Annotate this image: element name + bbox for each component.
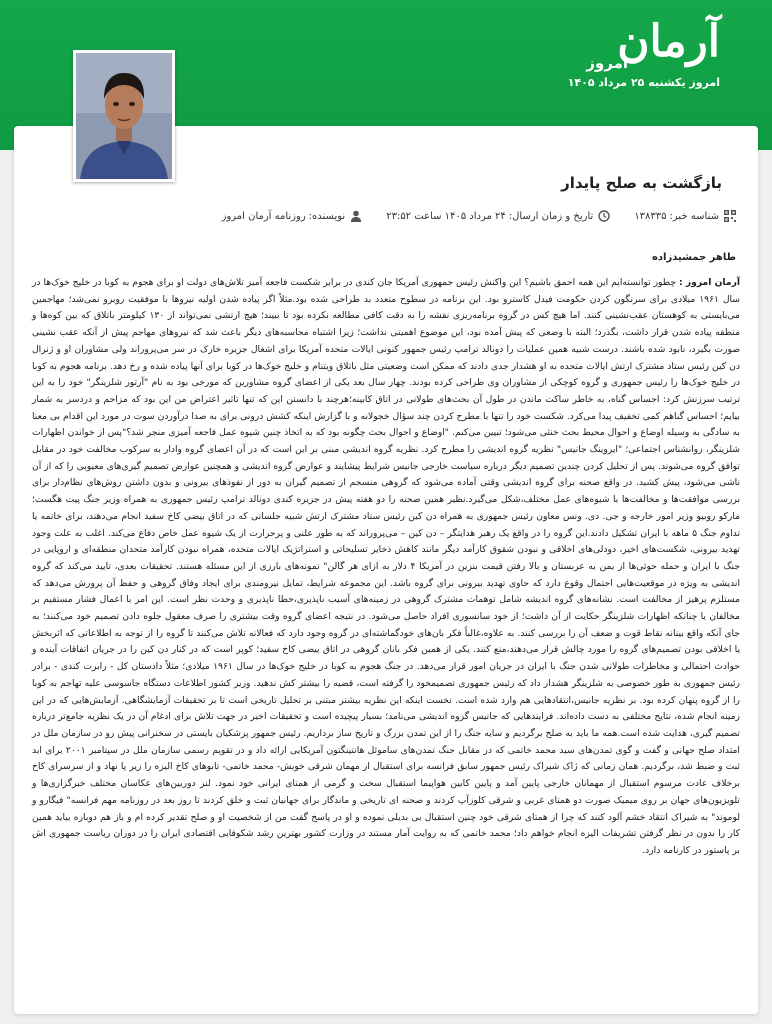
- author-portrait-image: [76, 53, 172, 179]
- news-id-value: ۱۳۸۳۳۵: [634, 210, 667, 222]
- masthead-date: امروز یکشنبه ۲۵ مرداد ۱۴۰۵: [567, 76, 720, 89]
- writer-label: نویسنده:: [308, 210, 346, 222]
- sent-time-value: ۲۴ مرداد ۱۴۰۵ ساعت ۲۳:۵۲: [386, 210, 506, 222]
- logo-sub-text: امروز: [586, 54, 628, 72]
- article-card: [14, 126, 758, 1014]
- article-meta: [176, 206, 736, 226]
- article-lead: آرمان امروز :: [678, 277, 741, 288]
- article-author: طاهر جمشیدزاده: [652, 252, 736, 263]
- article-title: بازگشت به صلح پایدار: [561, 174, 722, 192]
- article-body-text: چطور توانسته‌ایم این همه احمق باشیم؟ این واکنش رئیس جمهوری آمریکا جان کندی در برابر شکست فاجعه آمیز تلاش‌های دولت او برای هجوم به کوبا در خلیج خوک‌ها در سال ۱۹۶۱ میلادی برای سرنگون کردن حکومت فیدل کاسترو بود. این برنامه در سطوح متعدد بد طراحی شده بود.مثلاً اگر پیاده شدن اولیه نیروها با موفقیت روبرو نمی‌شد؛ مهاجمین می‌بایستی به کوهستان عقب‌نشینی کنند. اما هیچ کس در گروه برنامه‌ریزی نقشه را به دقت کافی مطالعه نکرده بود تا ببیند؛ هیچ ارتشی نمی‌تواند از ۱۳۰ کیلومتر باتلاق که بین کوه‌ها و منطقه پیاده شدن قرار داشت، بگذرد؛ البته با وضعی که پیش آمده بود، این موضوع اهمیتی نداشت؛ زیرا اشتباه محاسبه‌های دیگر باعث شد که نیروهای مهاجم پیش از آنکه عقب نشینی صورت بگیرد، نابود شده باشند. درست شبیه همین عملیات را دونالد ترامپ رئیس جمهور کنونی ایالات متحده آمریکا برای اشغال جزیره خارک در سر می‌پروراند ولی مشاوران او و ژنرال دن کین رئیس ستاد مشترک ارتش ایالات متحده به او هشدار جدی دادند که ممکن است وضعیتی مثل باتلاق ویتنام و خلیج خوک‌ها در کوبا برای آنها پیاده شده و رخ دهد. برنامه هجوم به کوبا در خلیج خوک‌ها را رئیس جمهوری و گروه کوچکی از مشاوران وی طراحی کرده بودند. چهار سال بعد یکی از اعضای گروه مشاورین که مورخی بود به نام "آرتور شلزینگر" خود را به این ترتیب سرزنش کرد: احساس گناه، به خاطر ساکت ماندن در طول آن بحث‌های طولانی در اتاق کابینه؛هرچند با دانستن این که تنها تاثیر اعتراض من این بود که مزاحم و دردسر به شمار بیایم؛ احساس گناهم کمی تخفیف پیدا می‌کرد. شکست خود را تنها با مطرح کردن چند سؤال خجولانه و با گزارش اینکه کشش درونی برای به صدا درآوردن سوت در مورد این اقدام بی معنا به سادگی به وسیله اوضاع و احوال محیط بحث خنثی می‌شود؛ تبیین می‌کنم. "اوضاع و احوال بحث چگونه بود که به اتخاذ چنین شیوه عمل فاجعه آمیزی منجر شد؟"پس از خواندن اظهارات شلزینگر، روانشناس اجتماعی؛ "ایروینگ جانیس" نظریه گروه اندیشی را مطرح کرد. نظریه گروه اندیشی مبنی بر این است که در آن اعضای گروه وادار به سرکوب مخالفت خود در مقابل توافق گروه می‌شوند. پس از تحلیل کردن چندین تصمیم دیگر درباره سیاست خارجی جانیس شرایط پیشایند و عوارض گروه اندیشی و همچنین عوارض تصمیم گیری‌های معیوبی را که از آن ناشی می‌شود، پیش کشید. در واقع صحنه برای گروه اندیشی وقتی آماده می‌شود که گروهی منسجم از تصمیم گیران به دور از نفوذهای بیرونی و بدون داشتن روش‌های نظام‌دار برای بررسی موافقت‌ها و مخالفت‌ها با شیوه‌های عمل مختلف،شکل می‌گیرد.نظیر همین صحنه را دو هفته پیش در جزیره کندی دونالد ترامپ رئیس جمهوری به همراه وزیر جنگ پیت هگست؛ مارکو روبیو وزیر امور خارجه و جی. دی. ونس معاون رئیس جمهوری به همراه دن کین رئیس ستاد مشترک ارتش شبیه جلساتی که در اتاق بیضی کاخ سفید انجام می‌دهند، برای خاتمه یا تداوم جنگ ۵ ماهه با ایران تشکیل دادند.این گروه را در واقع یک رهبر هدایتگر – دن کین – می‌پروراند که به طور علنی و پرحرارت از یک شیوه عمل خاص دفاع می‌کند. اغلب به علت وجود تهدید بیرونی، شکست‌های اخیر، دودلی‌های اخلاقی و نبودن شقوق کارآمد دیگر مانند کاهش ذخایر تسلیحاتی و استراتژیک ایالات متحده، همراه نبودن کارآمد متحدان منطقه‌ای و اروپایی در جنگ با ایران و حمله حوثی‌ها از یمن به عربستان و بالا رفتن قیمت بنزین در آمریکا ۴ دلار به ازای هر گالن" نمونه‌های بارزی از این مسئله هستند. تحقیقات بعدی، تایید می‌کند که گروه اندیشی به ویژه در موقعیت‌هایی احتمال وقوع دارد که حاوی تهدید بیرونی برای گروه باشد. این مجموعه شرایط، تمایل نیرومندی برای ایجاد وفاق گروهی و حفظ آن پرورش می‌دهد که مستلزم پرهیز از مخالفت است. نشانه‌های گروه اندیشه شامل توهمات مشترک گروهی در زمینه‌های آسیب ناپذیری،خطا ناپذیری و وحدت نظر است. این امر با اعمال فشار مستقیم بر مخالفان یا چنانکه اظهارات شلزینگر حکایت از آن داشت؛ از خود سانسوری افراد حاصل می‌شود. در نتیجه اعضای گروه وقت بیشتری را صرف معقول جلوه دادن تصمیم خود می‌کنند؛ به جای آنکه واقع بینانه نقاط قوت و ضعف آن را بررسی کنند. به علاوه،غالباً فکر بان‌های خودگماشته‌ای در گروه وجود دارد که فعالانه تلاش می‌کنند تا گروه را از توجه به اطلاعاتی که اثربخش یا اخلاقی بودن تصمیم‌های گروه را مورد چالش قرار می‌دهند،منع کنند. یکی از همین فکر بانان گروهی در اتاق بیضی کاخ سفید؛ کوپر است که در کنار دن کین را در جریان اتفاقات آینده و حوادث احتمالی و مخاطرات طولانی شدن جنگ با ایران در جریان امور قرار می‌دهد. در جنگ هجوم به کوبا در خلیج خوک‌ها در سال ۱۹۶۱ میلادی؛ مثلاً دادستان کل - رابرت کندی - برادر رئیس جمهوری به طور خصوصی به شلزینگر هشدار داد که رئیس جمهوری تصمیمخود را گرفته است، قضیه را بیشتر کش ندهید. وزیر کشور اطلاعات دستگاه جاسوسی علیه تهاجم به کوبا را از گروه پنهان کرده بود. بر نظریه جانیس،انتقادهایی هم وارد شده است. نخست اینکه این نظریه بیشتر مبتنی بر تحلیل تاریخی است تا بر تحقیقات آزمایشگاهی. آزمایش‌هایی که در این زمینه انجام شده، نتایج مختلفی به دست داده‌اند. فرایندهایی که جانیس گروه اندیشی می‌نامد؛ بسیار پیچیده است و تحقیقات اخیر در جهت تلاش برای ادغام آن در یک نظریه جامع‌تر درباره تصمیم گیری، هدایت شده است.همه ما باید به صلح برگردیم و سایه جنگ را از این تمدن بزرگ و تاریخ ساز برداریم. رئیس جمهور پزشکیان بایستی در سخنرانی پیش رو در سازمان ملل در امتداد صلح جهانی و گفت و گوی تمدن‌های سید محمد خاتمی که در مقابل جنگ تمدن‌های ساموئل هانتینگتون آمریکایی ارائه داد و در تقویم رسمی سازمان ملل در سپتامبر ۲۰۰۱ برای ابد ثبت و ضبط شد، برگردیم. همان زمانی که ژاک شیراک رئیس جمهور سابق فرانسه برای استقبال از مهمان شرقی خویش- محمد خاتمی- تابوهای کاخ الیزه را زیر پا نهاد و از سرسرای کاخ برخلاف عادت مرسوم استقبال از مهمانان خارجی پایین آمد و پایین کابین هواپیما استقبال سخت و گرمی از همتای ایرانی خود نمود. لنز دوربین‌های عکاسان مختلف خبرگزاری‌ها و تلویزیون‌های جهان بر روی میمیک صورت دو همتای غربی و شرقی کلوزآپ کردند و صحنه ای تاریخی و ماندگار برای جهانیان ثبت و خلق کردند تا روز بعد در روزنامه مهم فرانسه" فیگارو و لوموند" به شیراک انتقاد خشم آلود کنند که چرا از همتای شرقی خود چنین استقبال بی بدیلی نموده و او در پاسخ گفت من از شخصیت او و صلح تقدیر کرده ام و باز هم دوباره بیاید همین کار را بدون در نظر گرفتن تشریفات الیزه انجام خواهم داد؛ محمد خاتمی که به روایت آمار مستند در وزارت کشور بهترین رشد شکوفایی اقتصادی ایران را در دوران ریاست جمهوری اش بر پاستور در کارنامه دارد.: [32, 277, 741, 856]
- writer-value: روزنامه آرمان امروز: [221, 210, 306, 222]
- sent-time-label: تاریخ و زمان ارسال:: [508, 210, 594, 222]
- news-id: [634, 210, 736, 222]
- author-photo: [73, 50, 175, 182]
- news-id-label: شناسه خبر:: [669, 210, 719, 222]
- clock-icon: [598, 210, 610, 222]
- user-icon: [350, 210, 362, 222]
- sent-time: [386, 210, 610, 222]
- qr-code-icon: [724, 210, 736, 222]
- writer: [222, 210, 363, 222]
- article-body: [32, 275, 740, 860]
- logo-main-text: آرمان: [617, 16, 720, 67]
- masthead-logo[interactable]: [560, 12, 720, 94]
